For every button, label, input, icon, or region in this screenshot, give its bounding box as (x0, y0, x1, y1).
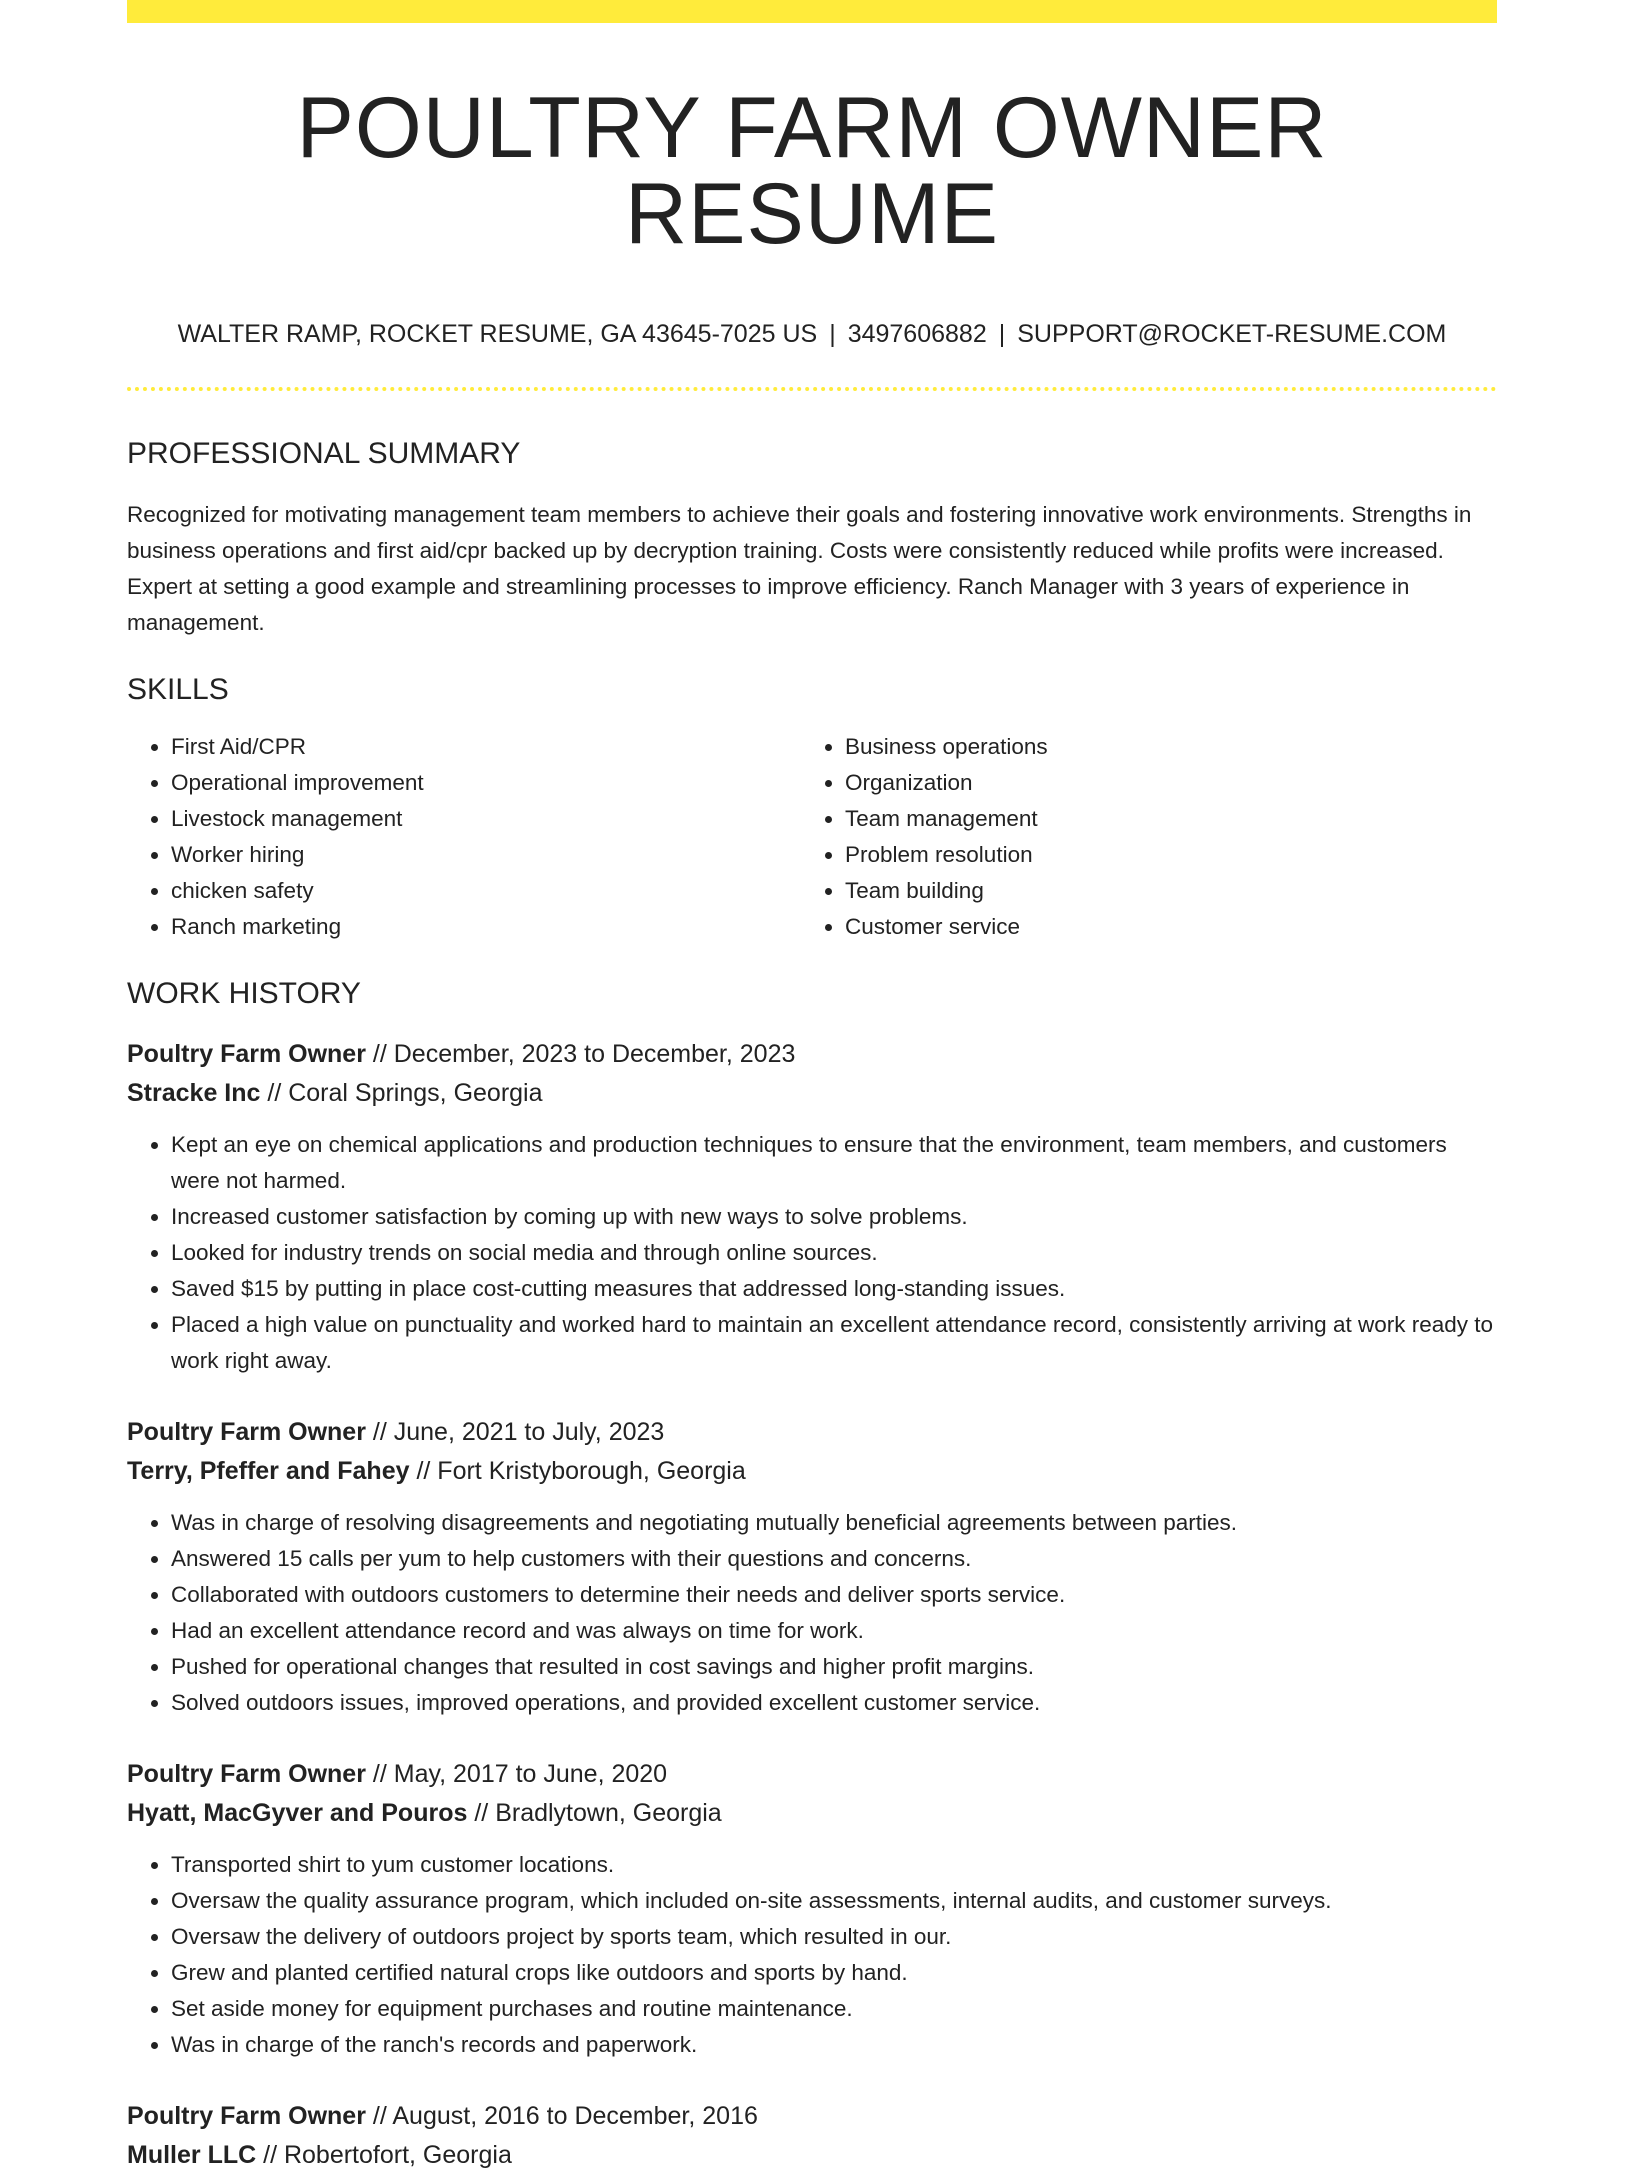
skill-item: • Problem resolution (845, 837, 1048, 873)
job-bullet: • Grew and planted certified natural crops like outdoors and sports by hand. (171, 1955, 1497, 1991)
job-separator: // (467, 1799, 496, 1827)
skill-item: • Team management (845, 801, 1048, 837)
job-bullet: • Pushed for operational changes that resulted in cost savings and higher profit margins. (171, 1649, 1497, 1685)
job-company: Stracke Inc (127, 1079, 261, 1107)
accent-top-bar (127, 0, 1497, 23)
job-bullet: • Transported shirt to yum customer locations. (171, 1847, 1497, 1883)
contact-email: SUPPORT@ROCKET-RESUME.COM (1017, 320, 1447, 348)
work-history-list (127, 1035, 1497, 2175)
dotted-divider (127, 387, 1497, 391)
job-bullet: • Looked for industry trends on social media and through online sources. (171, 1235, 1497, 1271)
summary-heading: PROFESSIONAL SUMMARY (127, 437, 521, 470)
job-bullet: • Increased customer satisfaction by coming up with new ways to solve problems. (171, 1199, 1497, 1235)
resume-title: POULTRY FARM OWNER RESUME (296, 80, 1328, 262)
work-history-heading: WORK HISTORY (127, 977, 361, 1010)
contact-line (127, 322, 1497, 347)
job-company-line (127, 1452, 1497, 1491)
skill-item: • Team building (845, 873, 1048, 909)
job-location: Robertofort, Georgia (283, 2141, 512, 2169)
skills-list (127, 729, 1497, 945)
job-location: Fort Kristyborough, Georgia (437, 1457, 746, 1485)
job-company: Hyatt, MacGyver and Pouros (127, 1799, 468, 1827)
skills-column-right (801, 729, 1048, 945)
skills-column-left (127, 729, 801, 945)
job-bullet: • Collaborated with outdoors customers to determine their needs and deliver sports service. (171, 1577, 1497, 1613)
job-separator: // (365, 1418, 394, 1446)
job-bullet: • Solved outdoors issues, improved operations, and provided excellent customer service. (171, 1685, 1497, 1721)
job-separator: // (365, 1760, 394, 1788)
job-company: Terry, Pfeffer and Fahey (127, 1457, 410, 1485)
job-title-line (127, 2097, 1497, 2136)
contact-separator: | (998, 320, 1006, 348)
job-entry (127, 1755, 1497, 2063)
job-bullet: • Was in charge of the ranch's records and paperwork. (171, 2027, 1497, 2063)
skill-item: • Business operations (845, 729, 1048, 765)
job-dates: August, 2016 to December, 2016 (392, 2102, 758, 2130)
job-company: Muller LLC (127, 2141, 257, 2169)
job-separator: // (256, 2141, 284, 2169)
skill-item: • Organization (845, 765, 1048, 801)
job-bullet: • Set aside money for equipment purchases and routine maintenance. (171, 1991, 1497, 2027)
job-title: Poultry Farm Owner (127, 2102, 366, 2130)
job-bullet: • Had an excellent attendance record and was always on time for work. (171, 1613, 1497, 1649)
skill-item: • Operational improvement (171, 765, 801, 801)
job-title-line (127, 1413, 1497, 1452)
job-title-line (127, 1755, 1497, 1794)
job-company-line (127, 1794, 1497, 1833)
job-separator: // (365, 2102, 393, 2130)
job-bullets (127, 1127, 1497, 1379)
skill-item: • Livestock management (171, 801, 801, 837)
job-entry (127, 1035, 1497, 1379)
skill-item: • First Aid/CPR (171, 729, 801, 765)
summary-text: Recognized for motivating management team members to achieve their goals and fostering innovative work environments. Strengths in business operations and first aid/cpr backed up by decryption training. Costs were consistently reduced while profits were increased. Expert at setting a good example and streamlining processes to improve efficiency. Ranch Manager with 3 years of experience in management. (127, 502, 1472, 635)
job-title-line (127, 1035, 1497, 1074)
job-bullets (127, 1505, 1497, 1721)
skill-item: • Customer service (845, 909, 1048, 945)
job-title: Poultry Farm Owner (127, 1040, 366, 1068)
job-bullet: • Kept an eye on chemical applications and production techniques to ensure that the environment, team members, and customers were not harmed. (171, 1127, 1497, 1199)
job-separator: // (260, 1079, 289, 1107)
skill-item: • Worker hiring (171, 837, 801, 873)
job-location: Coral Springs, Georgia (288, 1079, 543, 1107)
job-bullet: • Was in charge of resolving disagreements and negotiating mutually beneficial agreements between parties. (171, 1505, 1497, 1541)
job-bullet: • Oversaw the quality assurance program, which included on-site assessments, internal audits, and customer surveys. (171, 1883, 1497, 1919)
resume-page (127, 0, 1497, 2175)
job-location: Bradlytown, Georgia (495, 1799, 722, 1827)
job-dates: June, 2021 to July, 2023 (393, 1418, 665, 1446)
job-title: Poultry Farm Owner (127, 1418, 366, 1446)
job-bullets (127, 1847, 1497, 2063)
skill-item: • chicken safety (171, 873, 801, 909)
job-dates: December, 2023 to December, 2023 (393, 1040, 796, 1068)
job-bullet: • Placed a high value on punctuality and worked hard to maintain an excellent attendance record, consistently arriving at work ready to work right away. (171, 1307, 1497, 1379)
job-dates: May, 2017 to June, 2020 (393, 1760, 668, 1788)
job-bullet: • Saved $15 by putting in place cost-cutting measures that addressed long-standing issues. (171, 1271, 1497, 1307)
job-title: Poultry Farm Owner (127, 1760, 366, 1788)
skill-item: • Ranch marketing (171, 909, 801, 945)
job-bullet: • Oversaw the delivery of outdoors project by sports team, which resulted in our. (171, 1919, 1497, 1955)
contact-separator: | (829, 320, 836, 348)
job-entry (127, 1413, 1497, 1721)
job-separator: // (409, 1457, 438, 1485)
job-company-line (127, 2136, 1497, 2175)
skills-heading: SKILLS (127, 673, 229, 706)
job-entry (127, 2097, 1497, 2175)
job-bullet: • Answered 15 calls per yum to help customers with their questions and concerns. (171, 1541, 1497, 1577)
job-company-line (127, 1074, 1497, 1113)
contact-address: WALTER RAMP, ROCKET RESUME, GA 43645-7025 US (177, 320, 818, 348)
job-separator: // (365, 1040, 394, 1068)
contact-phone: 3497606882 (847, 320, 987, 348)
